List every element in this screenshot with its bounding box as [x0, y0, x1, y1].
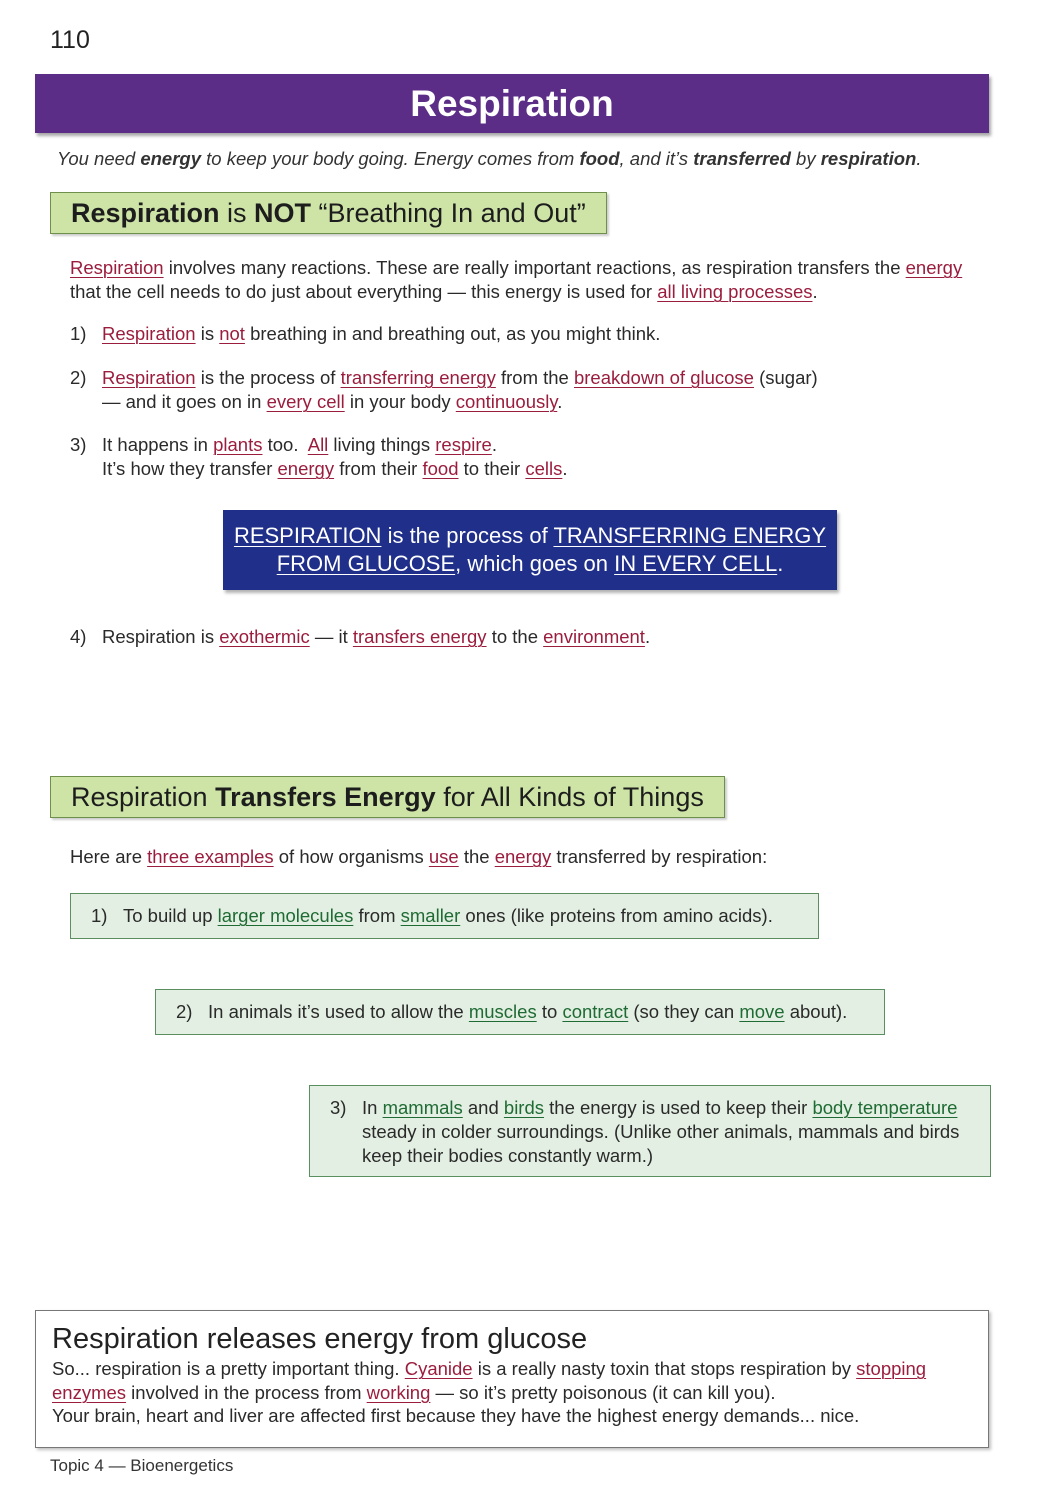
example-box: 1) To build up larger molecules from smaller ones (like proteins from amino acids). [70, 893, 819, 939]
example-box: 3) In mammals and birds the energy is used to keep their body temperature steady in colder surroundings. (Unlike other animals, mammals and birds keep their bodies constantly warm.) [309, 1085, 991, 1177]
summary-title: Respiration releases energy from glucose [52, 1323, 588, 1355]
page-title: Respiration [410, 82, 614, 124]
section-heading-respiration-not-breathing: Respiration is NOT “Breathing In and Out” [50, 192, 607, 234]
respiration-intro-paragraph: Respiration involves many reactions. These are really important reactions, as respiration transfers the energy that the cell needs to do just about everything — this energy is used for all living processes. [70, 257, 963, 302]
section-heading-transfers-energy: Respiration Transfers Energy for All Kinds of Things [50, 776, 725, 818]
title-banner [35, 74, 989, 133]
list-item: 3) It happens in plants too. All living things respire. It’s how they transfer energy from their food to their cells. [70, 434, 568, 479]
example-box: 2) In animals it’s used to allow the muscles to contract (so they can move about). [155, 989, 885, 1035]
examples-intro-paragraph: Here are three examples of how organisms use the energy transferred by respiration: [70, 846, 768, 867]
list-item: 4) Respiration is exothermic — it transfers energy to the environment. [70, 626, 651, 647]
summary-box [35, 1310, 989, 1448]
footer-topic: Topic 4 — Bioenergetics [50, 1456, 234, 1475]
list-item: 2) Respiration is the process of transferring energy from the breakdown of glucose (sugar) — and it goes on in every cell in your body continuously. [70, 367, 818, 412]
list-item: 1) Respiration is not breathing in and breathing out, as you might think. [70, 323, 661, 344]
definition-box: RESPIRATION is the process of TRANSFERRING ENERGY FROM GLUCOSE, which goes on IN EVERY CELL. [223, 510, 837, 590]
summary-text: So... respiration is a pretty important thing. Cyanide is a really nasty toxin that stops respiration by stopping enzymes involved in the process from working — so it’s pretty poisonous (it can kill you). Your brain, heart and liver are affected first because they have the highest energy demands... nice. [52, 1358, 927, 1426]
intro-text: You need energy to keep your body going. Energy comes from food, and it’s transferred by respiration. [57, 148, 922, 169]
page-number: 110 [50, 26, 90, 54]
